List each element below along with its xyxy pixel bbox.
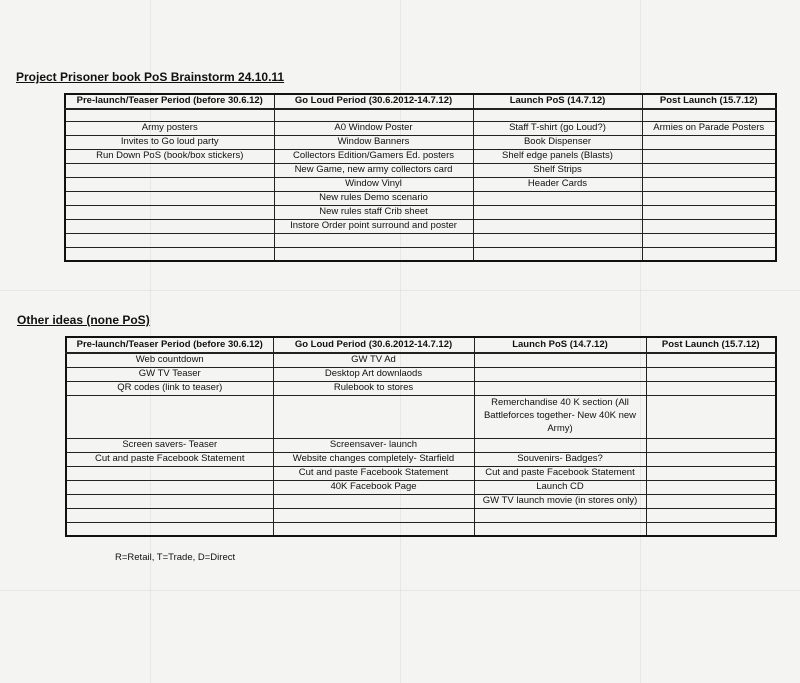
table-row — [65, 121, 776, 135]
table-cell: Website changes completely- Starfield — [273, 452, 474, 466]
column-header: Go Loud Period (30.6.2012-14.7.12) — [274, 94, 473, 109]
table-row — [66, 452, 776, 466]
table-cell: Desktop Art downlaods — [273, 367, 474, 381]
table-cell — [646, 508, 776, 522]
brainstorm-title: Project Prisoner book PoS Brainstorm 24.10.11 — [16, 70, 285, 84]
table-row — [66, 466, 776, 480]
table-cell — [473, 109, 642, 121]
table-cell — [66, 395, 273, 438]
table-cell — [642, 219, 776, 233]
table-cell — [642, 247, 776, 261]
table-row — [66, 395, 776, 438]
table-cell — [66, 508, 273, 522]
table-cell — [65, 219, 274, 233]
table-cell — [473, 205, 642, 219]
table-cell — [273, 395, 474, 438]
table-cell — [473, 219, 642, 233]
table-cell — [646, 522, 776, 536]
table-cell: Screensaver- launch — [273, 438, 474, 452]
table-row — [66, 508, 776, 522]
table-cell — [65, 163, 274, 177]
table-row — [66, 367, 776, 381]
table-cell — [642, 109, 776, 121]
column-header: Pre-launch/Teaser Period (before 30.6.12) — [65, 94, 274, 109]
table-cell — [273, 522, 474, 536]
other-ideas-title: Other ideas (none PoS) — [17, 313, 150, 327]
table-cell — [646, 353, 776, 367]
table-cell — [646, 438, 776, 452]
table-cell — [642, 205, 776, 219]
table-cell — [66, 466, 273, 480]
table-cell — [65, 191, 274, 205]
table-cell — [646, 367, 776, 381]
table-cell: New Game, new army collectors card — [274, 163, 473, 177]
table-cell — [473, 247, 642, 261]
table-cell: 40K Facebook Page — [273, 480, 474, 494]
table-cell: Window Vinyl — [274, 177, 473, 191]
table-cell — [473, 191, 642, 205]
table-cell: New rules Demo scenario — [274, 191, 473, 205]
table-cell: Rulebook to stores — [273, 381, 474, 395]
table-cell — [66, 522, 273, 536]
table-cell: Cut and paste Facebook Statement — [273, 466, 474, 480]
table-cell: Header Cards — [473, 177, 642, 191]
column-header: Launch PoS (14.7.12) — [473, 94, 642, 109]
table-row — [65, 233, 776, 247]
table-cell: Shelf Strips — [473, 163, 642, 177]
pos-brainstorm-table — [64, 93, 777, 262]
table-cell — [474, 522, 646, 536]
table-cell — [474, 367, 646, 381]
table-row — [65, 177, 776, 191]
table-cell: Instore Order point surround and poster — [274, 219, 473, 233]
table-cell — [474, 381, 646, 395]
table-cell: Screen savers- Teaser — [66, 438, 273, 452]
table-cell — [273, 494, 474, 508]
table-cell — [65, 233, 274, 247]
table-cell — [66, 494, 273, 508]
table-cell — [642, 149, 776, 163]
table-cell — [646, 494, 776, 508]
table-cell: Launch CD — [474, 480, 646, 494]
table-cell: Window Banners — [274, 135, 473, 149]
paper-fold — [0, 290, 800, 291]
table-cell: GW TV Ad — [273, 353, 474, 367]
table-cell: GW TV Teaser — [66, 367, 273, 381]
table-cell — [65, 109, 274, 121]
table-cell — [646, 395, 776, 438]
table-row — [66, 381, 776, 395]
table-cell — [274, 247, 473, 261]
table-cell — [642, 233, 776, 247]
table-row — [66, 494, 776, 508]
column-header: Post Launch (15.7.12) — [646, 337, 776, 353]
other-ideas-table — [65, 336, 777, 537]
column-header: Post Launch (15.7.12) — [642, 94, 776, 109]
table-cell: Shelf edge panels (Blasts) — [473, 149, 642, 163]
table-cell — [642, 163, 776, 177]
table-row — [66, 522, 776, 536]
table-cell: A0 Window Poster — [274, 121, 473, 135]
table-row — [65, 219, 776, 233]
table-cell: Invites to Go loud party — [65, 135, 274, 149]
table-cell — [65, 247, 274, 261]
table-cell — [646, 466, 776, 480]
table-cell: GW TV launch movie (in stores only) — [474, 494, 646, 508]
table-row — [66, 438, 776, 452]
table-cell: Remerchandise 40 K section (All Battleforces together- New 40K new Army) — [474, 395, 646, 438]
table-cell — [274, 233, 473, 247]
paper-fold — [0, 590, 800, 591]
table-cell: QR codes (link to teaser) — [66, 381, 273, 395]
table-cell: Cut and paste Facebook Statement — [474, 466, 646, 480]
table-cell: Army posters — [65, 121, 274, 135]
table-cell: Web countdown — [66, 353, 273, 367]
table-cell: Souvenirs- Badges? — [474, 452, 646, 466]
column-header: Go Loud Period (30.6.2012-14.7.12) — [273, 337, 474, 353]
table-cell — [642, 191, 776, 205]
table-row — [65, 191, 776, 205]
table-cell: New rules staff Crib sheet — [274, 205, 473, 219]
table-row — [65, 149, 776, 163]
table-row — [66, 480, 776, 494]
table-header-row — [66, 337, 776, 353]
column-header: Launch PoS (14.7.12) — [474, 337, 646, 353]
table-cell — [65, 177, 274, 191]
table-cell — [642, 135, 776, 149]
table-cell: Collectors Edition/Gamers Ed. posters — [274, 149, 473, 163]
table-cell — [642, 177, 776, 191]
table-cell: Run Down PoS (book/box stickers) — [65, 149, 274, 163]
table-cell: Book Dispenser — [473, 135, 642, 149]
table-cell — [646, 452, 776, 466]
table-cell — [274, 109, 473, 121]
table-cell: Cut and paste Facebook Statement — [66, 452, 273, 466]
table-cell — [474, 438, 646, 452]
table-cell — [65, 205, 274, 219]
table-header-row — [65, 94, 776, 109]
table-cell — [474, 508, 646, 522]
column-header: Pre-launch/Teaser Period (before 30.6.12) — [66, 337, 273, 353]
table-row — [65, 163, 776, 177]
table-row — [65, 205, 776, 219]
table-cell — [273, 508, 474, 522]
table-cell — [646, 480, 776, 494]
table-row — [65, 135, 776, 149]
legend-note: R=Retail, T=Trade, D=Direct — [115, 552, 236, 563]
table-cell — [473, 233, 642, 247]
table-cell: Armies on Parade Posters — [642, 121, 776, 135]
table-cell — [474, 353, 646, 367]
table-row — [66, 353, 776, 367]
table-cell — [646, 381, 776, 395]
table-cell: Staff T-shirt (go Loud?) — [473, 121, 642, 135]
table-cell — [66, 480, 273, 494]
table-row — [65, 109, 776, 121]
table-row — [65, 247, 776, 261]
